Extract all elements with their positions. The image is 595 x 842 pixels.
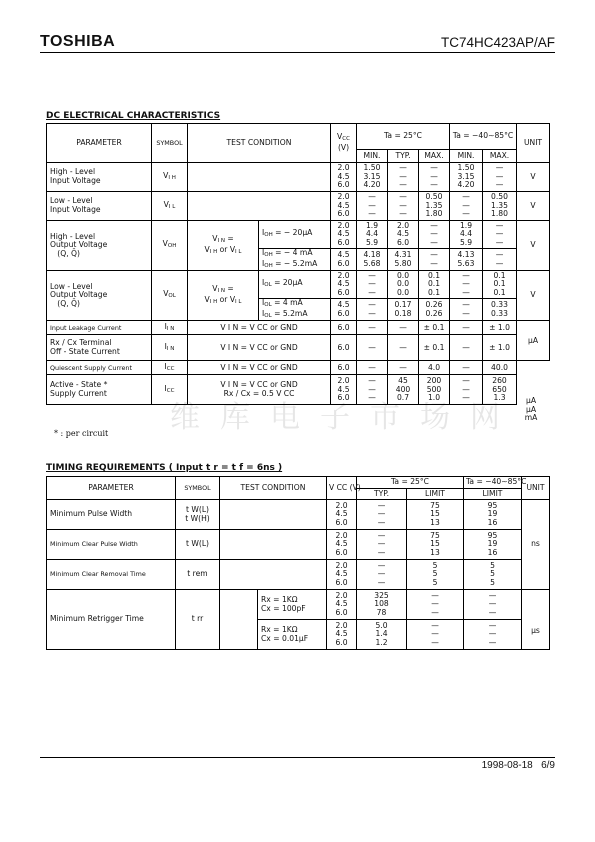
hdr-min2: MIN.	[450, 150, 483, 163]
header-rule	[40, 52, 555, 53]
limit-cell: 75 15 13	[407, 500, 464, 530]
limit-cell: 75 15 13	[407, 530, 464, 560]
unit-cell: V	[517, 192, 550, 221]
hdr-min: MIN.	[357, 150, 388, 163]
cond-icc: V I N = V CC or GND	[188, 361, 331, 375]
limit-cell: 5 5 5	[407, 560, 464, 590]
limit2-cell: 95 19 16	[464, 530, 522, 560]
cond-iol-20ua: IOL = 20μA	[259, 271, 331, 299]
min-cell: —	[357, 361, 388, 375]
max-cell: ± 0.1	[419, 335, 450, 361]
param-vih: High - Level Input Voltage	[47, 163, 152, 192]
vcc-cell: 2.0 4.5 6.0	[331, 271, 357, 299]
unit-ns: ns	[522, 500, 550, 590]
footer	[482, 760, 555, 771]
min2-cell: —	[450, 321, 483, 335]
table-row	[47, 321, 550, 335]
max2-cell: — — —	[483, 221, 517, 249]
min2-cell: — —	[450, 299, 483, 321]
hdr-typ: TYP.	[357, 489, 407, 500]
max2-cell: — —	[483, 249, 517, 271]
table-row	[47, 530, 550, 560]
vcc-cell: 6.0	[331, 335, 357, 361]
min2-cell: —	[450, 335, 483, 361]
hdr-unit: UNIT	[522, 477, 550, 500]
param-min-pulse-width: Minimum Pulse Width	[47, 500, 176, 530]
min-cell: —	[357, 321, 388, 335]
vcc-cell: 2.0 4.5 6.0	[327, 590, 357, 620]
hdr-parameter: PARAMETER	[47, 477, 176, 500]
limit2-cell: — — —	[464, 590, 522, 620]
param-vil: Low - Level Input Voltage	[47, 192, 152, 221]
dc-characteristics-table	[46, 123, 550, 405]
hdr-parameter: PARAMETER	[47, 124, 152, 163]
symbol-cell: t W(L) t W(H)	[176, 500, 220, 530]
min-cell: 4.18 5.68	[357, 249, 388, 271]
param-min-clear-pulse-width: Minimum Clear Pulse Width	[47, 530, 176, 560]
typ-cell: 325 108 78	[357, 590, 407, 620]
min-cell: — —	[357, 299, 388, 321]
table-row	[47, 192, 550, 221]
typ-cell: 45 400 0.7	[388, 375, 419, 405]
hdr-limit2: LIMIT	[464, 489, 522, 500]
param-rxcx: Rx / Cx Terminal Off - State Current	[47, 335, 152, 361]
cond-rx-cx-100pf: Rx = 1KΩ Cx = 100pF	[258, 590, 327, 620]
unit-us: μs	[522, 590, 550, 650]
param-vol: Low - Level Output Voltage (Q, Q̄)	[47, 271, 152, 321]
typ-cell: —	[388, 361, 419, 375]
min-cell: 1.50 3.15 4.20	[357, 163, 388, 192]
vcc-cell: 6.0	[331, 321, 357, 335]
cond-vol: VI N = VI H or VI L	[188, 271, 259, 321]
typ-cell: 5.0 1.4 1.2	[357, 620, 407, 650]
symbol-vol: VOL	[152, 271, 188, 321]
max2-cell: 0.33 0.33	[483, 299, 517, 321]
param-iin: Input Leakage Current	[47, 321, 152, 335]
page-number: 6/9	[541, 760, 555, 771]
min2-cell: 4.13 5.63	[450, 249, 483, 271]
max-cell: 200 500 1.0	[419, 375, 450, 405]
cond-ioh-ma: IOH = − 4 mA IOH = − 5.2mA	[259, 249, 331, 271]
max-cell: 0.26 0.26	[419, 299, 450, 321]
hdr-typ: TYP.	[388, 150, 419, 163]
typ-cell: 0.17 0.18	[388, 299, 419, 321]
max2-cell: 0.1 0.1 0.1	[483, 271, 517, 299]
unit-cell: μA	[517, 321, 550, 361]
symbol-vil: VI L	[152, 192, 188, 221]
typ-cell: —	[388, 321, 419, 335]
max-cell: ± 0.1	[419, 321, 450, 335]
vcc-cell: 4.5 6.0	[331, 249, 357, 271]
min-cell: — — —	[357, 192, 388, 221]
unit-cell: V	[517, 221, 550, 271]
max-cell: — —	[419, 249, 450, 271]
timing-section-title: TIMING REQUIREMENTS ( Input t r = t f = 6ns )	[46, 463, 283, 473]
active-unit-column: μA μA mA	[524, 396, 538, 423]
typ-cell: — — —	[357, 500, 407, 530]
vcc-cell: 2.0 4.5 6.0	[327, 500, 357, 530]
hdr-vcc: VCC (V)	[331, 124, 357, 163]
brand-logo: TOSHIBA	[40, 33, 116, 50]
hdr-symbol: SYMBOL	[176, 477, 220, 500]
cond-voh: VI N = VI H or VI L	[188, 221, 259, 271]
cond-iol-ma: IOL = 4 mA IOL = 5.2mA	[259, 299, 331, 321]
min2-cell: — — —	[450, 192, 483, 221]
limit-cell: — — —	[407, 590, 464, 620]
param-active: Active - State * Supply Current	[47, 375, 152, 405]
typ-cell: 0.0 0.0 0.0	[388, 271, 419, 299]
symbol-iin: II N	[152, 321, 188, 335]
param-icc: Quiescent Supply Current	[47, 361, 152, 375]
table-row	[47, 375, 550, 405]
limit2-cell: 5 5 5	[464, 560, 522, 590]
vcc-cell: 2.0 4.5 6.0	[327, 530, 357, 560]
table-row	[47, 590, 550, 620]
cond-rxcx: V I N = V CC or GND	[188, 335, 331, 361]
table-row	[47, 335, 550, 361]
symbol-vih: VI H	[152, 163, 188, 192]
table-row	[47, 221, 550, 249]
hdr-ta25: Ta = 25°C	[357, 124, 450, 150]
hdr-ta-range: Ta = −40∼85°C	[450, 124, 517, 150]
min2-cell: — — —	[450, 271, 483, 299]
min2-cell: 1.9 4.4 5.9	[450, 221, 483, 249]
cond-ioh-20ua: IOH = − 20μA	[259, 221, 331, 249]
vcc-cell: 2.0 4.5 6.0	[327, 560, 357, 590]
table-row	[47, 271, 550, 299]
limit2-cell: 95 19 16	[464, 500, 522, 530]
footnote: * : per circuit	[54, 429, 109, 438]
min2-cell: — — —	[450, 375, 483, 405]
param-voh: High - Level Output Voltage (Q, Q̄)	[47, 221, 152, 271]
table-row	[47, 361, 550, 375]
max-cell: 0.1 0.1 0.1	[419, 271, 450, 299]
hdr-test-condition: TEST CONDITION	[220, 477, 327, 500]
max2-cell: — — —	[483, 163, 517, 192]
hdr-max: MAX.	[419, 150, 450, 163]
cond-rx-cx-001uf: Rx = 1KΩ Cx = 0.01μF	[258, 620, 327, 650]
footer-rule	[40, 757, 555, 758]
min-cell: 1.9 4.4 5.9	[357, 221, 388, 249]
limit2-cell: — — —	[464, 620, 522, 650]
max-cell: 4.0	[419, 361, 450, 375]
hdr-unit: UNIT	[517, 124, 550, 163]
typ-cell: — — —	[357, 560, 407, 590]
min-cell: —	[357, 335, 388, 361]
vcc-cell: 2.0 4.5 6.0	[331, 375, 357, 405]
typ-cell: — — —	[388, 163, 419, 192]
unit-cell: V	[517, 163, 550, 192]
vcc-cell: 4.5 6.0	[331, 299, 357, 321]
symbol-voh: VOH	[152, 221, 188, 271]
param-min-retrigger-time: Minimum Retrigger Time	[47, 590, 176, 650]
typ-cell: 4.31 5.80	[388, 249, 419, 271]
max2-cell: 260 650 1.3	[483, 375, 517, 405]
max-cell: — — —	[419, 163, 450, 192]
max2-cell: 40.0	[483, 361, 517, 375]
hdr-test-condition: TEST CONDITION	[188, 124, 331, 163]
footer-date: 1998-08-18	[481, 760, 533, 771]
vcc-cell: 6.0	[331, 361, 357, 375]
typ-cell: — — —	[357, 530, 407, 560]
vcc-cell: 2.0 4.5 6.0	[331, 221, 357, 249]
max-cell: 0.50 1.35 1.80	[419, 192, 450, 221]
hdr-max2: MAX.	[483, 150, 517, 163]
table-row	[47, 560, 550, 590]
part-number: TC74HC423AP/AF	[440, 35, 555, 50]
timing-requirements-table	[46, 476, 550, 650]
max2-cell: ± 1.0	[483, 321, 517, 335]
limit-cell: — — —	[407, 620, 464, 650]
max-cell: — — —	[419, 221, 450, 249]
symbol-cell: t rem	[176, 560, 220, 590]
table-row	[47, 500, 550, 530]
hdr-ta-range: Ta = −40∼85°C	[464, 477, 522, 489]
min2-cell: —	[450, 361, 483, 375]
typ-cell: —	[388, 335, 419, 361]
symbol-active: ICC	[152, 375, 188, 405]
watermark: 维库电子市场网	[170, 400, 520, 435]
min-cell: — — —	[357, 271, 388, 299]
symbol-cell: t rr	[176, 590, 220, 650]
symbol-cell: t W(L)	[176, 530, 220, 560]
vcc-cell: 2.0 4.5 6.0	[331, 192, 357, 221]
typ-cell: 2.0 4.5 6.0	[388, 221, 419, 249]
dc-section-title: DC ELECTRICAL CHARACTERISTICS	[46, 111, 221, 121]
hdr-vcc: V CC (V)	[327, 477, 357, 500]
max2-cell: ± 1.0	[483, 335, 517, 361]
max2-cell: 0.50 1.35 1.80	[483, 192, 517, 221]
cond-iin: V I N = V CC or GND	[188, 321, 331, 335]
vcc-cell: 2.0 4.5 6.0	[327, 620, 357, 650]
param-min-clear-removal-time: Minimum Clear Removal Time	[47, 560, 176, 590]
unit-cell: V	[517, 271, 550, 321]
hdr-ta25: Ta = 25°C	[357, 477, 464, 489]
symbol-rxcx: II N	[152, 335, 188, 361]
table-row	[47, 163, 550, 192]
min2-cell: 1.50 3.15 4.20	[450, 163, 483, 192]
typ-cell: — — —	[388, 192, 419, 221]
symbol-icc: ICC	[152, 361, 188, 375]
cond-active: V I N = V CC or GND Rx / Cx = 0.5 V CC	[188, 375, 331, 405]
hdr-symbol: SYMBOL	[152, 124, 188, 163]
min-cell: — — —	[357, 375, 388, 405]
vcc-cell: 2.0 4.5 6.0	[331, 163, 357, 192]
hdr-limit: LIMIT	[407, 489, 464, 500]
